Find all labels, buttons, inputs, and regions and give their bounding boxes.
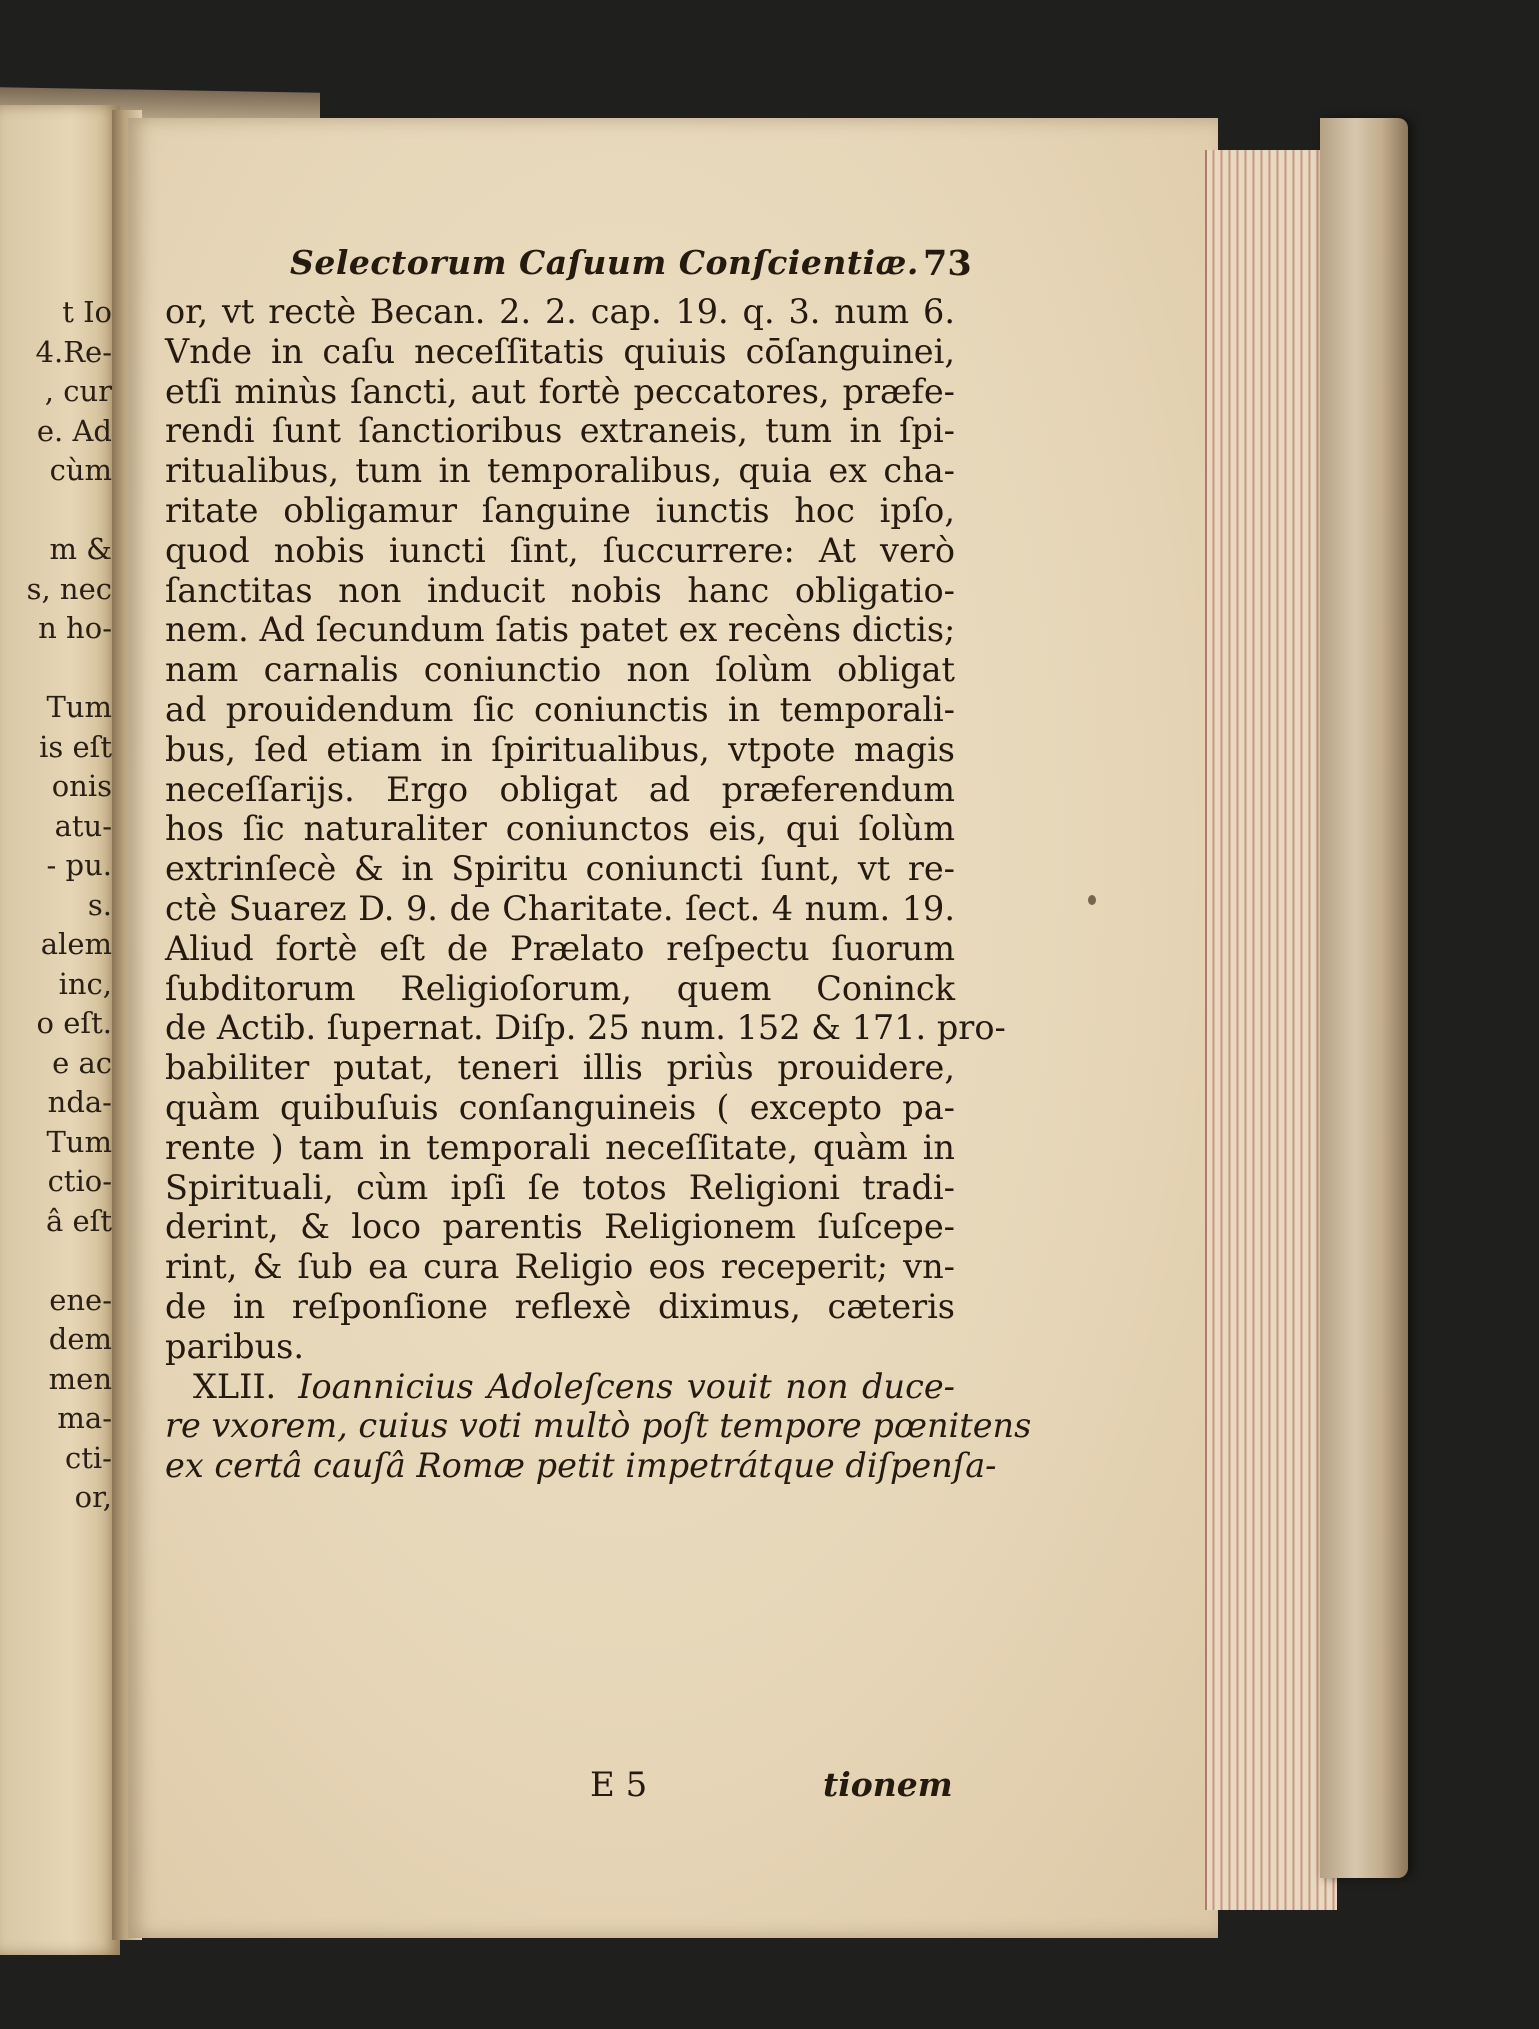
left-page-line: e ac — [52, 1045, 112, 1080]
left-page-line: men — [48, 1361, 112, 1396]
text-line: nem. Ad ſecundum ſatis patet ex recèns dictis; — [165, 610, 956, 650]
left-page-line: cùm — [49, 453, 112, 487]
text-line: ritate obligamur ſanguine iunctis hoc ipſo, — [165, 490, 955, 530]
text-line: neceſſarijs. Ergo obligat ad præferendum — [165, 769, 955, 809]
left-page-line: dem — [48, 1322, 112, 1356]
text-line: rint, & ſub ea cura Religio eos receperit; vn- — [165, 1247, 955, 1287]
text-line: etſi minùs ſancti, aut fortè peccatores, præfe- — [165, 371, 955, 411]
left-page-line: s, nec — [26, 571, 112, 606]
left-page-line: is eſt — [39, 729, 112, 764]
text-line: Aliud fortè eſt de Prælato reſpectu ſuorum — [165, 928, 955, 968]
left-page-line: ctio- — [47, 1164, 112, 1198]
left-page-line: inc, — [58, 966, 112, 1001]
left-page-line: ma- — [57, 1401, 112, 1435]
left-page-line: ene- — [49, 1282, 112, 1317]
left-page-line: or, — [74, 1480, 112, 1514]
left-page-line: Tum — [46, 690, 112, 724]
left-page — [0, 105, 120, 1955]
left-page-line: Tum — [46, 1124, 112, 1159]
text-line: nam carnalis coniunctio non ſolùm obligat — [165, 650, 955, 690]
ink-spot — [1088, 895, 1096, 905]
left-page-line: - pu. — [46, 848, 112, 882]
left-page-line: 4.Re- — [35, 334, 112, 369]
page-body — [165, 292, 1032, 1486]
text-line: quod nobis iuncti ſint, ſuccurrere: At verò — [165, 530, 955, 570]
left-page-line: n ho- — [38, 611, 112, 645]
text-line: extrinſecè & in Spiritu coniuncti ſunt, vt re- — [165, 849, 955, 889]
text-line: de Actib. ſupernat. Diſp. 25 num. 152 & 171. pro- — [165, 1008, 1006, 1048]
signature-mark: E 5 — [590, 1765, 648, 1805]
text-line: Spirituali, cùm ipſi ſe totos Religioni tradi- — [165, 1167, 955, 1207]
text-line: Vnde in caſu neceſſitatis quiuis cōſanguinei, — [165, 331, 955, 371]
left-page-line — [2, 649, 112, 689]
case-heading-line — [165, 1367, 955, 1407]
left-page-line — [2, 491, 112, 531]
left-page-line — [2, 1241, 112, 1281]
text-line: paribus. — [165, 1326, 305, 1366]
text-line: ritualibus, tum in temporalibus, quia ex cha- — [165, 451, 955, 491]
left-page-line: atu- — [54, 808, 112, 843]
catchword: tionem — [823, 1765, 953, 1804]
left-page-line: o eſt. — [36, 1006, 112, 1040]
left-page-line: , cur — [44, 374, 112, 408]
book-cover — [1320, 118, 1408, 1878]
text-line: rente ) tam in temporali neceſſitate, quàm in — [165, 1127, 955, 1167]
text-line: ſanctitas non inducit nobis hanc obligatio- — [165, 570, 955, 610]
left-page-line: s. — [87, 887, 112, 922]
left-page-line: nda- — [47, 1085, 112, 1119]
case-text: Ioannicius Adoleſcens vouit non duce- — [298, 1366, 955, 1406]
text-line: quàm quibuſuis conſanguineis ( excepto pa- — [165, 1087, 955, 1127]
text-line: hos ſic naturaliter coniunctos eis, qui ſolùm — [165, 809, 955, 849]
text-line: derint, & loco parentis Religionem ſuſcepe- — [165, 1207, 955, 1247]
page-fore-edge — [1205, 150, 1337, 1910]
text-line: rendi ſunt ſanctioribus extraneis, tum in ſpi- — [165, 411, 955, 451]
left-page-line: e. Ad — [36, 413, 112, 448]
left-page-text — [2, 293, 112, 1518]
text-line: babiliter putat, teneri illis priùs prouidere, — [165, 1048, 955, 1088]
left-page-line: â eſt — [45, 1203, 112, 1238]
text-line: ſubditorum Religioſorum, quem Coninck — [165, 968, 955, 1008]
text-line: bus, ſed etiam in ſpiritualibus, vtpote magis — [165, 729, 955, 769]
left-page-line: m & — [49, 532, 112, 566]
left-page-line: alem — [40, 927, 112, 961]
left-page-line: cti- — [65, 1440, 112, 1475]
case-number: XLII. — [193, 1366, 277, 1406]
left-page-line: onis — [51, 769, 112, 803]
case-text-line: re vxorem, cuius voti multò poſt tempore pœnitens — [165, 1406, 1032, 1446]
running-head: Selectorum Caſuum Conſcientiæ. — [290, 243, 919, 282]
page-number: 73 — [923, 243, 972, 284]
text-line: or, vt rectè Becan. 2. 2. cap. 19. q. 3. num 6. — [165, 292, 955, 331]
text-line: ad prouidendum ſic coniunctis in temporali- — [165, 689, 955, 729]
text-line: de in reſponſione reflexè diximus, cæteris — [165, 1286, 955, 1326]
left-page-line: t Io — [62, 295, 112, 329]
text-line: ctè Suarez D. 9. de Charitate. ſect. 4 num. 19. — [165, 888, 955, 928]
case-text-line: ex certâ cauſâ Romæ petit impetrátque diſpenſa- — [165, 1446, 997, 1486]
